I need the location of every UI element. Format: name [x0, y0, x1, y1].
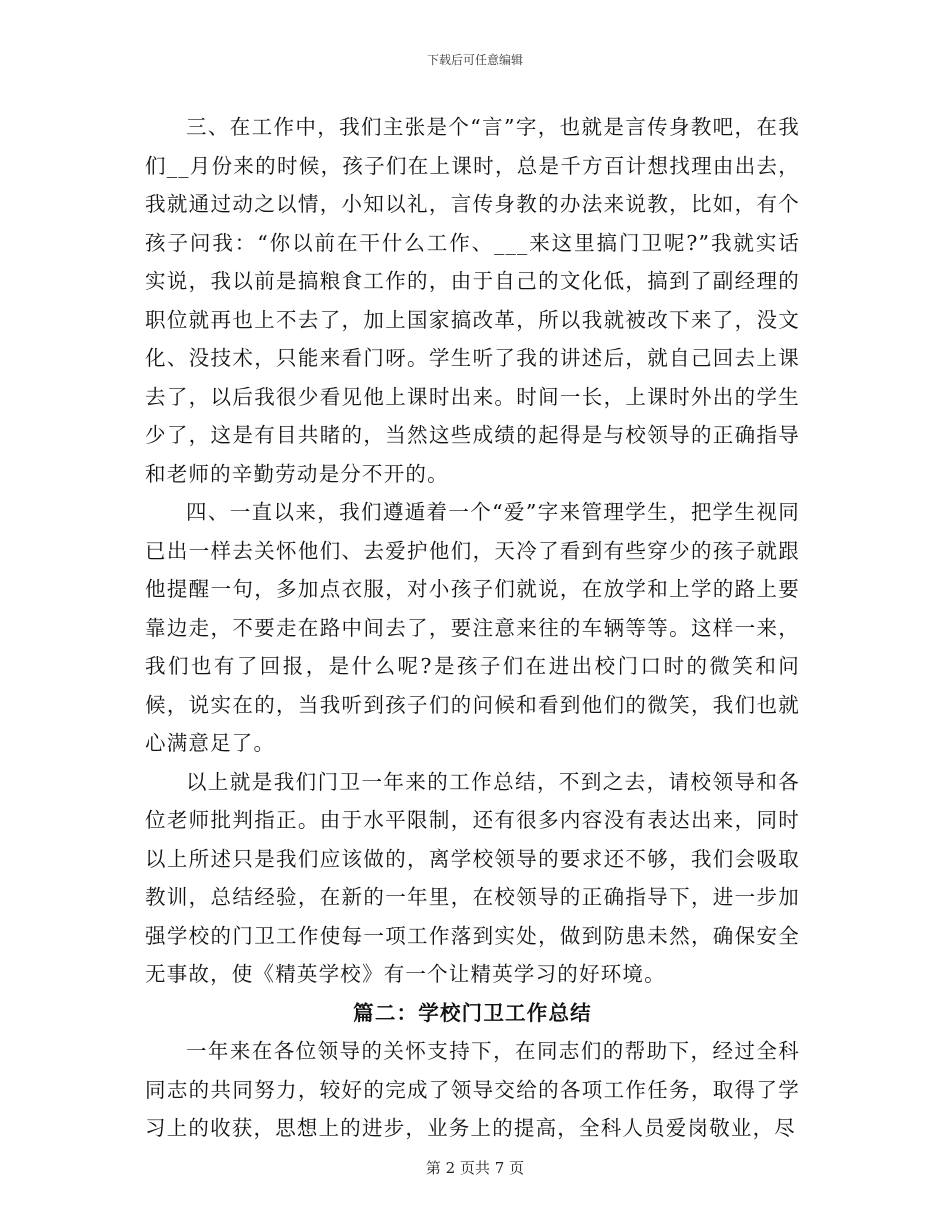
paragraph-three: 三、在工作中，我们主张是个“言”字，也就是言传身教吧，在我们__月份来的时候，孩子们在上课时，总是千方百计想找理由出去，我就通过动之以情，小知以礼，言传身教的办法来说教，比如，有个孩子问我：“你以前在干什么工作、___来这里搞门卫呢?”我就实话实说，我以前是搞粮食工作的，由于自己的文化低，搞到了副经理的职位就再也上不去了，加上国家搞改革，所以我就被改下来了，没文化、没技术，只能来看门呀。学生听了我的讲述后，就自己回去上课去了，以后我很少看见他上课时出来。时间一长，上课时外出的学生少了，这是有目共睹的，当然这些成绩的起得是与校领导的正确指导和老师的辛勤劳动是分不开的。 [145, 115, 800, 486]
section-paragraph: 一年来在各位领导的关怀支持下，在同志们的帮助下，经过全科同志的共同努力，较好的完成了领导交给的各项工作任务，取得了学习上的收获，思想上的进步，业务上的提高，全科人员爱岗敬业，尽 [145, 1039, 800, 1140]
section-title: 篇二：学校门卫工作总结 [353, 1000, 592, 1025]
paragraph-summary: 以上就是我们门卫一年来的工作总结，不到之去，请校领导和各位老师批判指正。由于水平限制，还有很多内容没有表达出来，同时以上所述只是我们应该做的，离学校领导的要求还不够，我们会吸取教训，总结经验，在新的一年里，在校领导的正确指导下，进一步加强学校的门卫工作使每一项工作落到实处，做到防患未然，确保安全无事故，使《精英学校》有一个让精英学习的好环境。 [145, 769, 800, 986]
document-body [145, 108, 800, 1148]
paragraph-four: 四、一直以来，我们遵遁着一个“爱”字来管理学生，把学生视同已出一样去关怀他们、去爱护他们，天冷了看到有些穿少的孩子就跟他提醒一句，多加点衣服，对小孩子们就说，在放学和上学的路上要靠边走，不要走在路中间去了，要注意来往的车辆等等。这样一来，我们也有了回报，是什么呢?是孩子们在进出校门口时的微笑和问候，说实在的，当我听到孩子们的问候和看到他们的微笑，我们也就心满意足了。 [145, 500, 800, 755]
page-footer: 第 2 页共 7 页 [425, 1159, 525, 1177]
page-header: 下载后可任意编辑 [426, 53, 523, 67]
